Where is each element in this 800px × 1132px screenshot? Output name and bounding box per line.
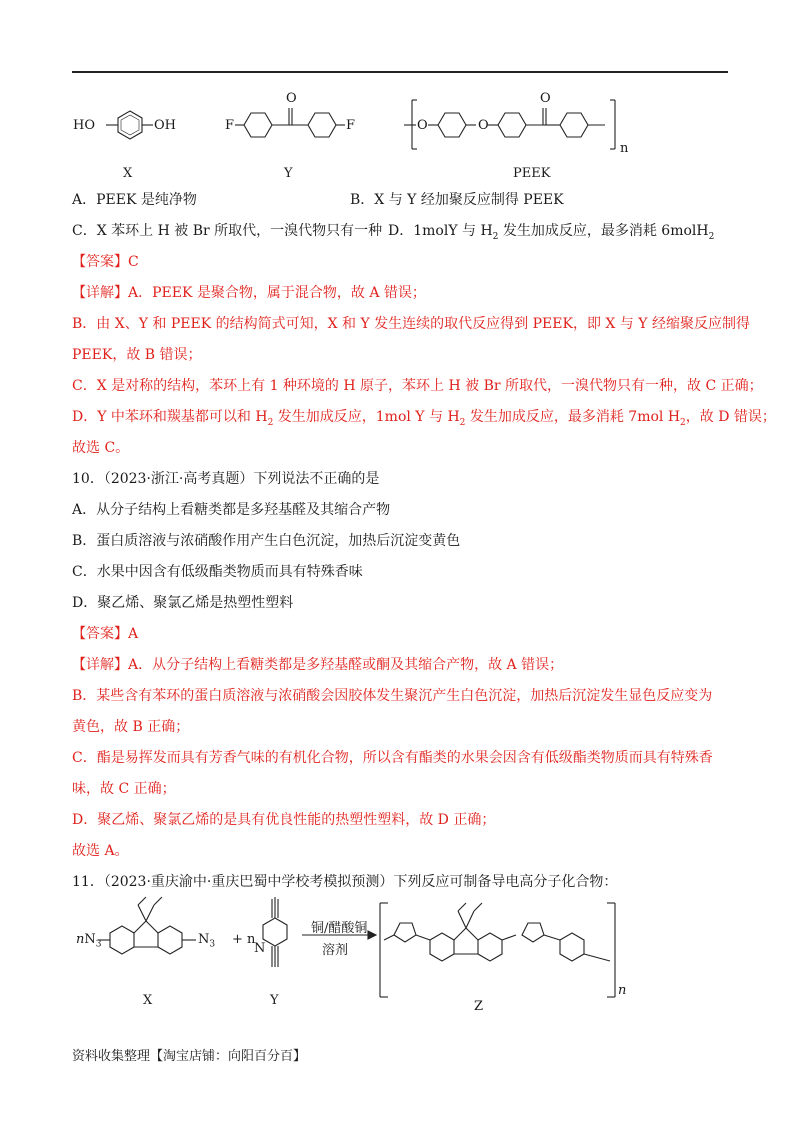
- q10-option-b: B．蛋白质溶液与浓硝酸作用产生白色沉淀，加热后沉淀变黄色: [72, 533, 461, 549]
- label-x: X: [123, 166, 133, 181]
- q9-detail-c: C．X 是对称的结构，苯环上有 1 种环境的 H 原子，苯环上 H 被 Br 所取代，一溴代物只有一种，故 C 正确；: [72, 378, 763, 394]
- label-z: Z: [474, 999, 484, 1014]
- q10-stem: 10．（2023·浙江·高考真题）下列说法不正确的是: [72, 471, 380, 487]
- q9-detail-a: 【详解】A．PEEK 是聚合物，属于混合物，故 A 错误；: [72, 285, 426, 301]
- atom-oh: OH: [154, 118, 176, 133]
- peek-n-subscript: n: [620, 141, 629, 156]
- q10-detail-d: D．聚乙烯、聚氯乙烯的是具有优良性能的热塑性塑料，故 D 正确；: [72, 812, 496, 828]
- q9-option-b: B．X 与 Y 经加聚反应制得 PEEK: [350, 192, 564, 208]
- q11-stem: 11．（2023·重庆渝中·重庆巴蜀中学校考模拟预测）下列反应可制备导电高分子化合物：: [72, 874, 618, 890]
- pyridine-n-y: N: [254, 941, 266, 956]
- q9-option-a: A．PEEK 是纯净物: [72, 192, 197, 208]
- q10-answer: 【答案】A: [72, 626, 139, 642]
- q9-detail-d: D．Y 中苯环和羰基都可以和 $H_2$ 发生加成反应，1mol Y 与 $H_2$ 发生加成反应，最多消耗 7mol $H_2$，故 D 错误；: [72, 409, 776, 428]
- azide-right-x: $N_3$: [198, 932, 216, 950]
- q10-option-d: D．聚乙烯、聚氯乙烯是热塑性塑料: [72, 595, 294, 611]
- q9-structures-figure: [60, 85, 740, 185]
- q9-conclusion: 故选 C。: [72, 440, 130, 456]
- plus-n-y: + n: [232, 932, 256, 947]
- atom-o-peek-2: O: [478, 118, 489, 133]
- label-y: Y: [270, 993, 279, 1008]
- atom-f-left: F: [225, 118, 235, 133]
- q9-option-d: D．1molY 与 $H_2$ 发生加成反应，最多消耗 6molH$_2$: [388, 223, 715, 242]
- atom-o-peek-1: O: [417, 118, 428, 133]
- q10-option-c: C．水果中因含有低级酯类物质而具有特殊香味: [72, 564, 363, 580]
- q9-options-row2: [72, 221, 715, 242]
- q11-reaction-figure: [70, 895, 730, 1025]
- atom-f-right: F: [346, 118, 356, 133]
- atom-o-ketone-y: O: [286, 91, 297, 106]
- arrow-reagent: 铜/醋酸铜: [311, 921, 368, 936]
- q10-detail-c: C．酯是易挥发而具有芳香气味的有机化合物，所以含有酯类的水果会因含有低级酯类物质而具有特殊香: [72, 750, 713, 766]
- q9-detail-b-cont: PEEK，故 B 错误；: [72, 347, 202, 363]
- coef-n-x: $nN_3$: [76, 932, 102, 950]
- header-rule: [72, 71, 728, 73]
- label-y: Y: [284, 166, 293, 181]
- q10-detail-a: 【详解】A．从分子结构上看糖类都是多羟基醛或酮及其缩合产物，故 A 错误；: [72, 657, 564, 673]
- label-x: X: [143, 993, 153, 1008]
- atom-o-ketone-peek: O: [540, 91, 551, 106]
- q10-detail-c-cont: 味，故 C 正确；: [72, 781, 176, 797]
- q9-detail-b: B．由 X、Y 和 PEEK 的结构简式可知，X 和 Y 发生连续的取代反应得到 PEEK，即 X 与 Y 经缩聚反应制得: [72, 316, 750, 332]
- z-n-subscript: n: [618, 983, 627, 998]
- atom-ho: HO: [73, 118, 95, 133]
- q10-option-a: A．从分子结构上看糖类都是多羟基醛及其缩合产物: [72, 502, 391, 518]
- q10-conclusion: 故选 A。: [72, 843, 129, 859]
- q9-option-c: C．X 苯环上 H 被 Br 所取代，一溴代物只有一种: [72, 223, 383, 239]
- q10-detail-b-cont: 黄色，故 B 正确；: [72, 719, 190, 735]
- q10-detail-b: B．某些含有苯环的蛋白质溶液与浓硝酸会因胶体发生聚沉产生白色沉淀，加热后沉淀发生显色反应变为: [72, 688, 713, 704]
- footer-text: 资料收集整理【淘宝店铺：向阳百分百】: [72, 1049, 307, 1064]
- q9-answer: 【答案】C: [72, 254, 139, 270]
- label-peek: PEEK: [513, 166, 551, 181]
- q9-options-row1: [72, 190, 564, 210]
- arrow-solvent: 溶剂: [322, 943, 349, 958]
